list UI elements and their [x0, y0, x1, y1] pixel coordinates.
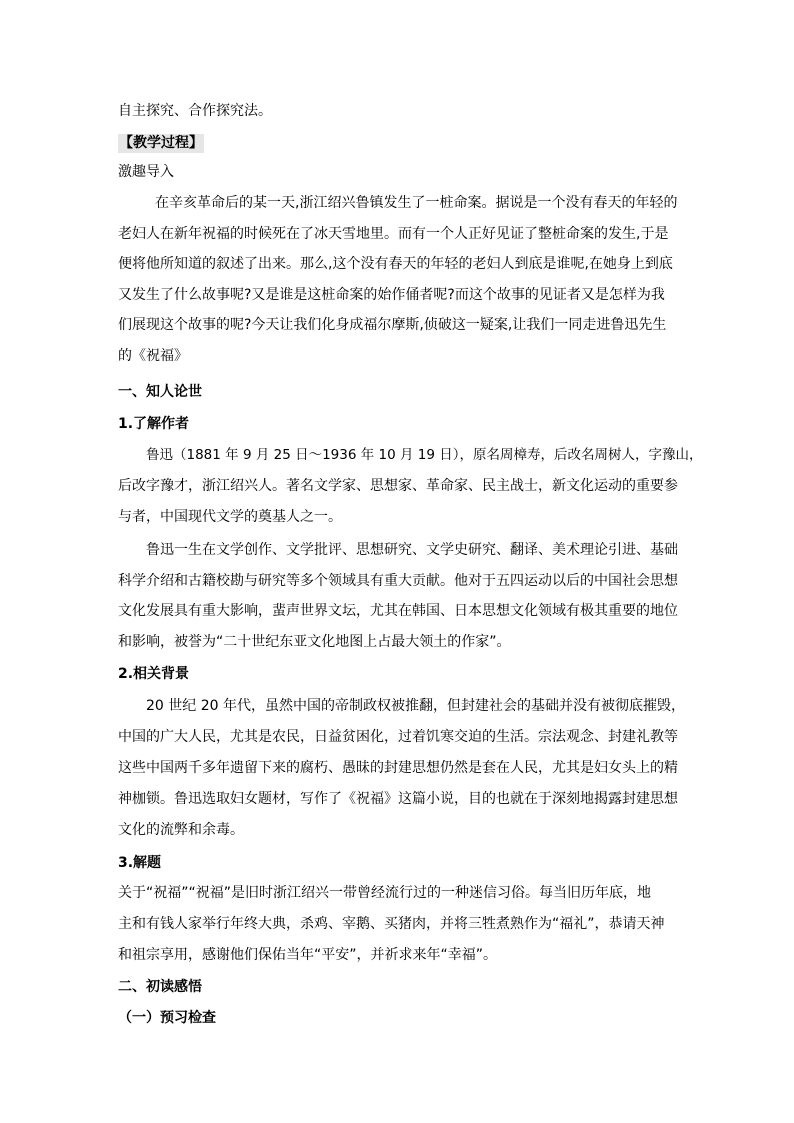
- title-explanation-line: 和祖宗享用，感谢他们保佑当年“平安”，并祈求来年“幸福”。: [118, 947, 498, 963]
- author-paragraph-line: 鲁迅（1881 年 9 月 25 日～1936 年 10 月 19 日），原名周樟寿，后改名周树人，字豫山，: [146, 447, 703, 463]
- section-one-heading: 一、知人论世: [118, 384, 202, 400]
- title-explanation-line: 主和有钱人家举行年终大典，杀鸡、宰鹅、买猪肉，并将三牲煮熟作为“福礼”，恭请天神: [118, 916, 665, 932]
- teaching-method-line: 自主探究、合作探究法。: [118, 103, 272, 119]
- author-contribution-line: 鲁迅一生在文学创作、文学批评、思想研究、文学史研究、翻译、美术理论引进、基础: [146, 542, 678, 558]
- intro-paragraph-line: 在辛亥革命后的某一天,浙江绍兴鲁镇发生了一桩命案。据说是一个没有春天的年轻的: [155, 195, 678, 211]
- author-paragraph-line: 后改字豫才，浙江绍兴人。著名文学家、思想家、革命家、民主战士，新文化运动的重要参: [118, 478, 678, 494]
- title-explanation-heading: 3.解题: [118, 855, 162, 871]
- title-explanation-line: 关于“祝福”“祝福”是旧时浙江绍兴一带曾经流行过的一种迷信习俗。每当旧历年底，地: [118, 885, 652, 901]
- intro-paragraph-line: 老妇人在新年祝福的时候死在了冰天雪地里。而有一个人正好见证了整桩命案的发生,于是: [118, 226, 669, 242]
- intro-paragraph-line: 的《祝福》: [118, 348, 188, 364]
- teaching-process-heading: 【教学过程】: [119, 135, 203, 151]
- process-heading-wrap: [118, 132, 204, 153]
- author-contribution-line: 科学介绍和古籍校勘与研究等多个领域具有重大贡献。他对于五四运动以后的中国社会思想: [118, 573, 678, 589]
- intro-paragraph-line: 们展现这个故事的呢?今天让我们化身成福尔摩斯,侦破这一疑案,让我们一同走进鲁迅先生: [118, 317, 667, 333]
- section-two-heading: 二、初读感悟: [118, 979, 202, 995]
- background-paragraph-line: 这些中国两千多年遗留下来的腐朽、愚昧的封建思想仍然是套在人民，尤其是妇女头上的精: [118, 760, 678, 776]
- intro-paragraph-line: 又发生了什么故事呢?又是谁是这桩命案的始作俑者呢?而这个故事的见证者又是怎样为我: [118, 287, 665, 303]
- author-paragraph-line: 与者，中国现代文学的奠基人之一。: [118, 509, 342, 525]
- background-paragraph-line: 神枷锁。鲁迅选取妇女题材，写作了《祝福》这篇小说，目的也就在于深刻地揭露封建思想: [118, 791, 678, 807]
- author-contribution-line: 文化发展具有重大影响，蜚声世界文坛，尤其在韩国、日本思想文化领域有极其重要的地位: [118, 603, 678, 619]
- background-paragraph-line: 文化的流弊和余毒。: [118, 822, 244, 838]
- background-paragraph-line: 20 世纪 20 年代，虽然中国的帝制政权被推翻，但封建社会的基础并没有被彻底摧毁，: [146, 698, 685, 714]
- preview-check-heading: （一）预习检查: [118, 1010, 216, 1026]
- intro-paragraph-line: 便将他所知道的叙述了出来。那么,这个没有春天的年轻的老妇人到底是谁呢,在她身上到底: [118, 256, 673, 272]
- background-paragraph-line: 中国的广大人民，尤其是农民，日益贫困化，过着饥寒交迫的生活。宗法观念、封建礼教等: [118, 729, 678, 745]
- intro-subheading: 激趣导入: [118, 164, 174, 180]
- author-heading: 1.了解作者: [118, 416, 190, 432]
- author-contribution-line: 和影响，被誉为“二十世纪东亚文化地图上占最大领土的作家”。: [118, 634, 511, 650]
- background-heading: 2.相关背景: [118, 666, 190, 682]
